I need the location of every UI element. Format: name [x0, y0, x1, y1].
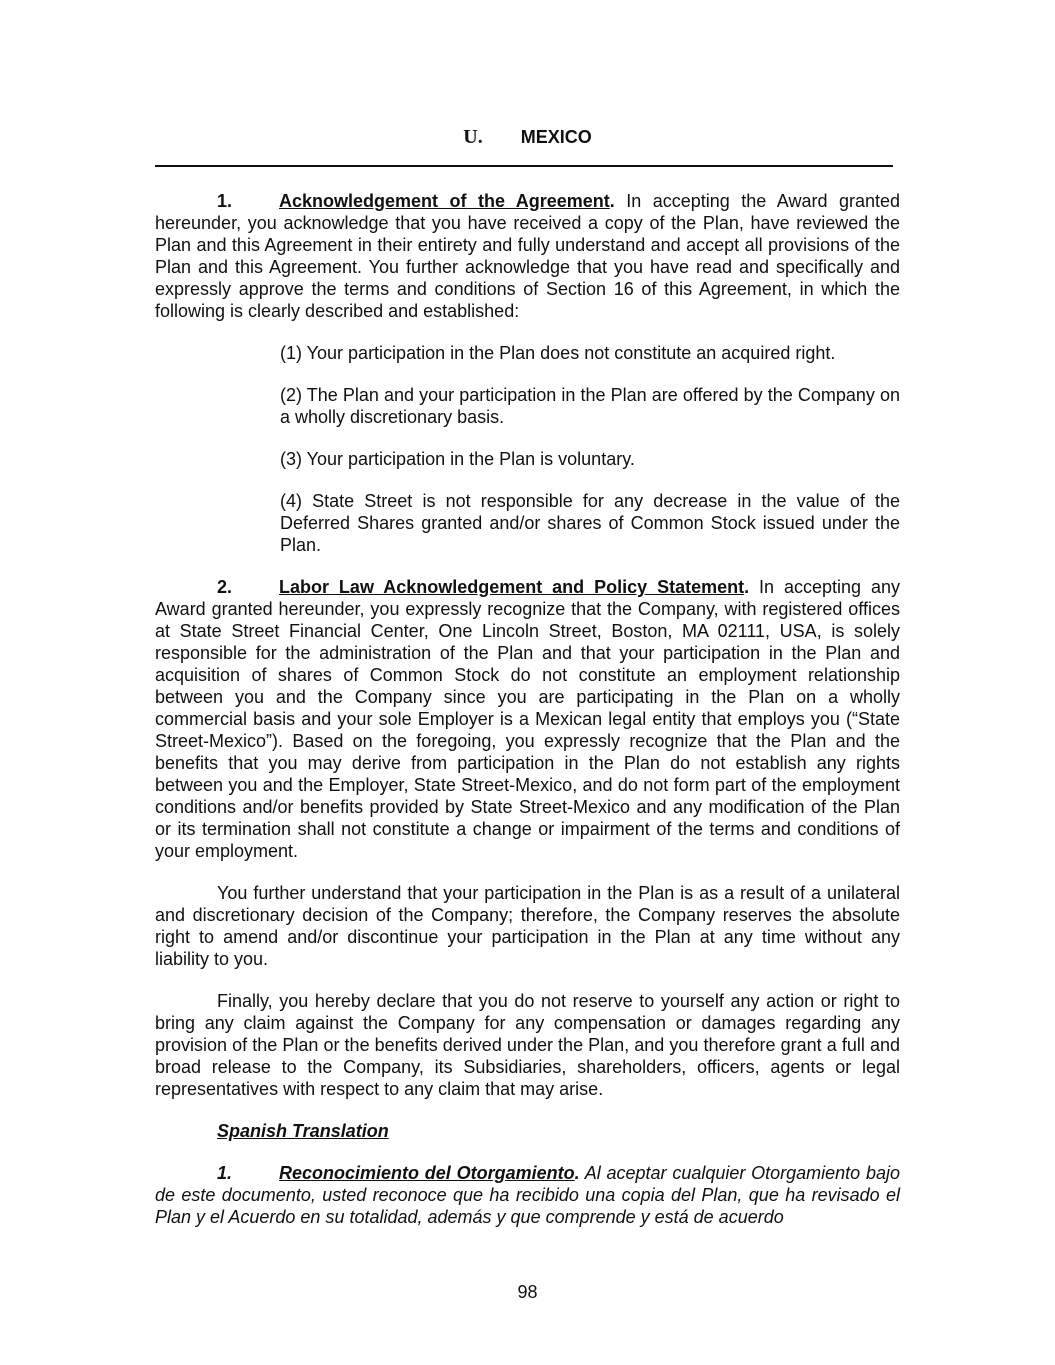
section-2-number: 2.	[217, 577, 233, 597]
section-1-number: 1.	[217, 191, 233, 211]
section-letter: U.	[463, 126, 483, 148]
list-item: (1) Your participation in the Plan does not constitute an acquired right.	[280, 343, 836, 363]
section-title: MEXICO	[520, 127, 592, 147]
list-item: (4) State Street is not responsible for any decrease in the value of the Deferred Shares granted and/or shares of Common Stock issued under the Plan.	[280, 491, 900, 555]
spanish-text: Al aceptar cualquier Otorgamiento bajo de este documento, usted reconoce que ha recibido una copia del Plan, que ha revisado el Plan y el Acuerdo en su totalidad, además y que comprende y está de acuerdo	[155, 1163, 901, 1227]
list-item: (3) Your participation in the Plan is voluntary.	[280, 449, 635, 469]
section-2-text: In accepting any Award granted hereunder, you expressly recognize that the Company, with registered offices at State Street Financial Center, One Lincoln Street, Boston, MA 02111, USA, is solely responsible for the administration of the Plan and that your participation in the Plan and acquisition of shares of Common Stock do not constitute an employment relationship between you and the Company since you are participating in the Plan on a wholly commercial basis and your sole Employer is a Mexican legal entity that employs you (“State Street-Mexico”). Based on the foregoing, you expressly recognize that the Plan and the benefits that you may derive from participation in the Plan do not establish any rights between you and the Employer, State Street-Mexico, and do not form part of the employment conditions and/or benefits provided by State Street-Mexico and any modification of the Plan or its termination shall not constitute a change or impairment of the terms and conditions of your employment.	[155, 577, 900, 861]
list-item: (2) The Plan and your participation in the Plan are offered by the Company on a wholly discretionary basis.	[280, 385, 900, 427]
spanish-number: 1.	[217, 1163, 233, 1183]
section-1-text: In accepting the Award granted hereunder, you acknowledge that you have received a copy of the Plan, have reviewed the Plan and this Agreement in their entirety and fully understand and accept all provisions of the Plan and this Agreement. You further acknowledge that you have read and specifically and expressly approve the terms and conditions of Section 16 of this Agreement, in which the following is clearly described and established:	[155, 191, 900, 321]
paragraph-acknowledgement: 1. Acknowledgement of the Agreement. In accepting the Award granted hereunder, you acknowledge that you have received a copy of the Plan, have reviewed the Plan and this Agreement in their entirety and fully understand and accept all provisions of the Plan and this Agreement. You further acknowledge that you have read and specifically and expressly approve the terms and conditions of Section 16 of this Agreement, in which the following is clearly described and established:	[155, 191, 900, 321]
paragraph-labor-law: 2. Labor Law Acknowledgement and Policy Statement. In accepting any Award granted hereunder, you expressly recognize that the Company, with registered offices at State Street Financial Center, One Lincoln Street, Boston, MA 02111, USA, is solely responsible for the administration of the Plan and that your participation in the Plan and acquisition of shares of Common Stock do not constitute an employment relationship between you and the Company since you are participating in the Plan on a wholly commercial basis and your sole Employer is a Mexican legal entity that employs you (“State Street-Mexico”). Based on the foregoing, you expressly recognize that the Plan and the benefits that you may derive from participation in the Plan do not establish any rights between you and the Employer, State Street-Mexico, and do not form part of the employment conditions and/or benefits provided by State Street-Mexico and any modification of the Plan or its termination shall not constitute a change or impairment of the terms and conditions of your employment.	[155, 577, 900, 861]
document-body	[155, 190, 900, 1248]
paragraph-finally: Finally, you hereby declare that you do not reserve to yourself any action or right to bring any claim against the Company for any compensation or damages regarding any provision of the Plan or the benefits derived under the Plan, and you therefore grant a full and broad release to the Company, its Subsidiaries, shareholders, officers, agents or legal representatives with respect to any claim that may arise.	[155, 991, 900, 1099]
section-1-title: Acknowledgement of the Agreement	[279, 191, 610, 211]
page-number: 98	[517, 1282, 538, 1302]
heading-rule	[155, 165, 893, 167]
paragraph-further-understand: You further understand that your participation in the Plan is as a result of a unilateral and discretionary decision of the Company; therefore, the Company reserves the absolute right to amend and/or discontinue your participation in the Plan at any time without any liability to you.	[155, 883, 900, 969]
spanish-translation-heading: Spanish Translation	[217, 1121, 389, 1141]
section-2-title: Labor Law Acknowledgement and Policy Statement	[279, 577, 745, 597]
paragraph-spanish: 1. Reconocimiento del Otorgamiento. Al aceptar cualquier Otorgamiento bajo de este documento, usted reconoce que ha recibido una copia del Plan, que ha revisado el Plan y el Acuerdo en su totalidad, además y que comprende y está de acuerdo	[155, 1163, 901, 1227]
spanish-title: Reconocimiento del Otorgamiento	[279, 1163, 575, 1183]
section-heading	[155, 124, 900, 150]
